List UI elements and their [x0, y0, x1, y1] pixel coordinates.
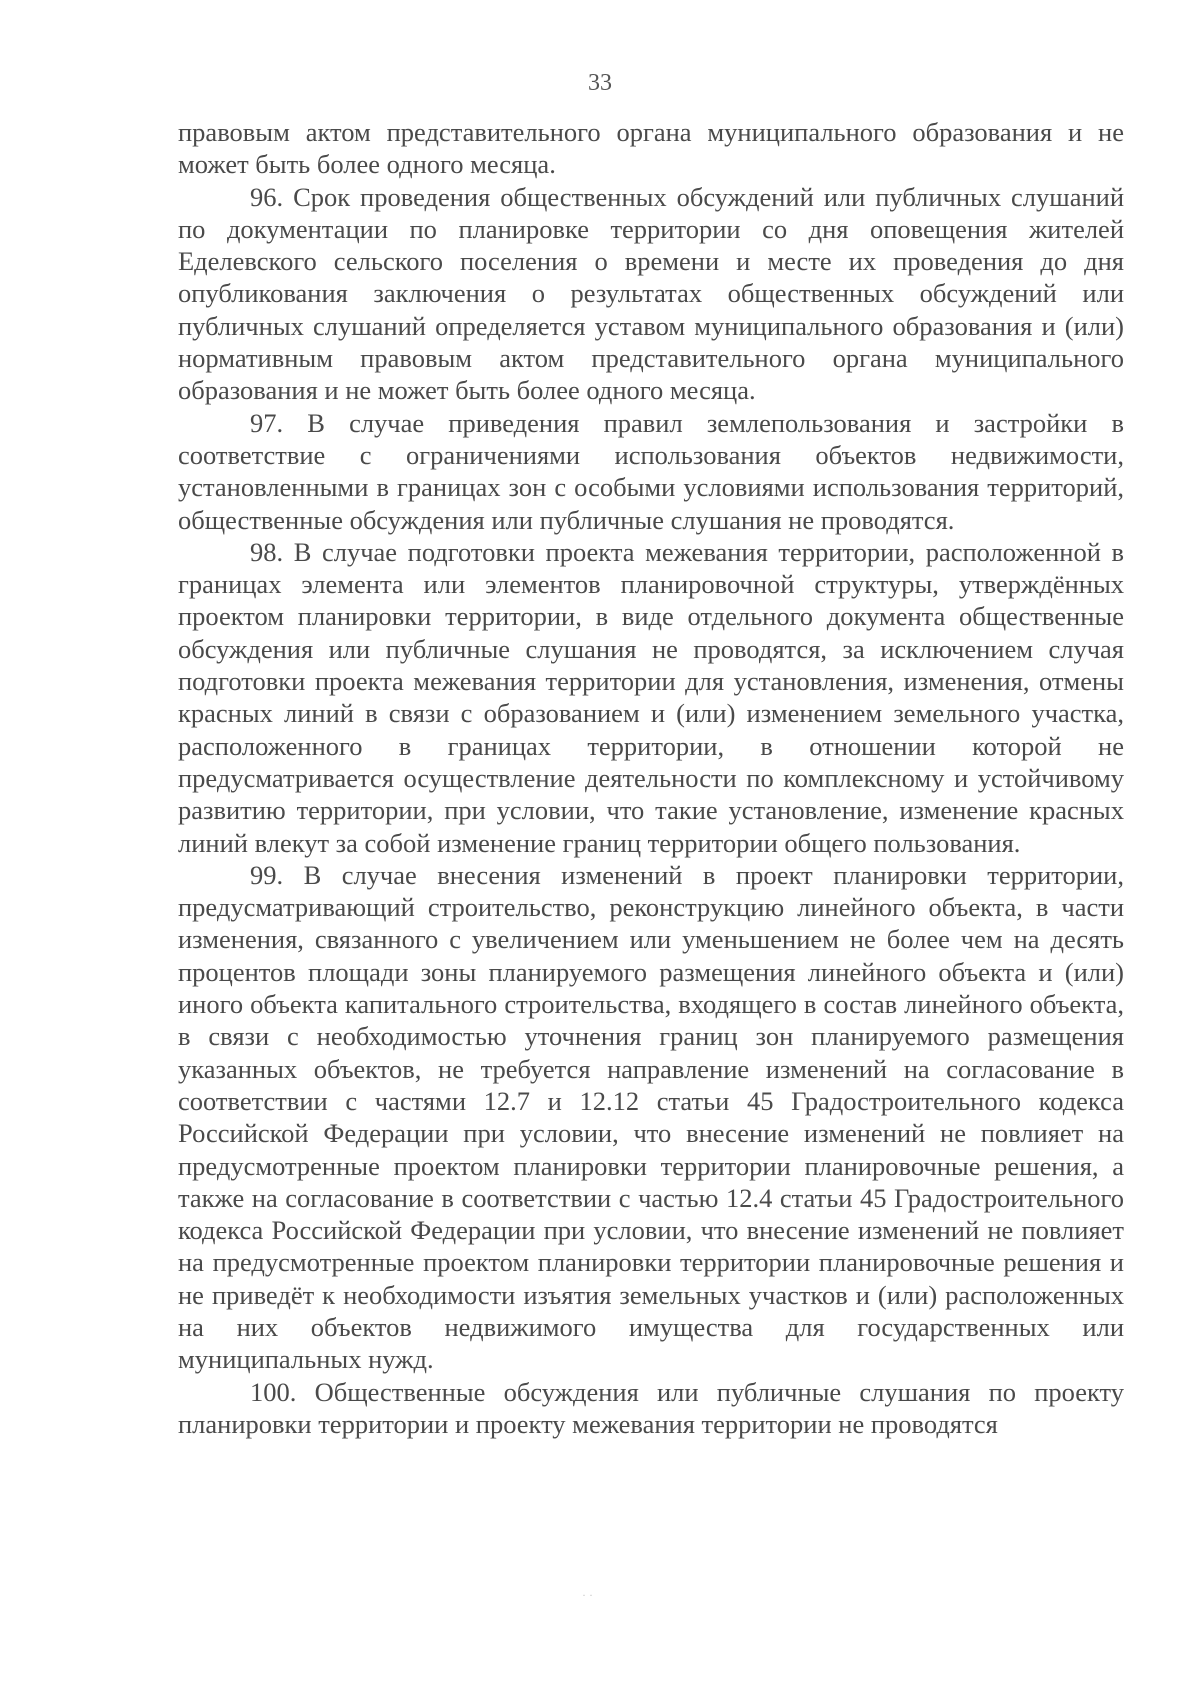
document-body: [178, 116, 1124, 1440]
paragraph-100: 100. Общественные обсуждения или публичные слушания по проекту планировки территории и проекту межевания территории не проводятся: [178, 1376, 1124, 1439]
page-number: 33: [588, 70, 612, 96]
paragraph-97: 97. В случае приведения правил землепользования и застройки в соответствие с ограничениями использования объектов недвижимости, установленными в границах зон с особыми условиями использования территорий, общественные обсуждения или публичные слушания не проводятся.: [178, 407, 1124, 535]
paragraph-continuation: правовым актом представительного органа муниципального образования и не может быть более одного месяца.: [178, 117, 1124, 180]
paragraph-96: 96. Срок проведения общественных обсуждений или публичных слушаний по документации по планировке территории со дня оповещения жителей Еделевского сельского поселения о времени и месте их проведения до дня опубликования заключения о результатах общественных обсуждений или публичных слушаний определяется уставом муниципального образования и (или) нормативным правовым актом представительного органа муниципального образования и не может быть более одного месяца.: [178, 181, 1124, 406]
scan-artifact: · ·: [582, 1588, 593, 1602]
paragraph-98: 98. В случае подготовки проекта межевания территории, расположенной в границах элемента или элементов планировочной структуры, утверждённых проектом планировки территории, в виде отдельного документа общественные обсуждения или публичные слушания не проводятся, за исключением случая подготовки проекта межевания территории для установления, изменения, отмены красных линий в связи с образованием и (или) изменением земельного участка, расположенного в границах территории, в отношении которой не предусматривается осуществление деятельности по комплексному и устойчивому развитию территории, при условии, что такие установление, изменение красных линий влекут за собой изменение границ территории общего пользования.: [178, 536, 1124, 858]
paragraph-99: 99. В случае внесения изменений в проект планировки территории, предусматривающий строительство, реконструкцию линейного объекта, в части изменения, связанного с увеличением или уменьшением не более чем на десять процентов площади зоны планируемого размещения линейного объекта и (или) иного объекта капитального строительства, входящего в состав линейного объекта, в связи с необходимостью уточнения границ зон планируемого размещения указанных объектов, не требуется направление изменений на согласование в соответствии с частями 12.7 и 12.12 статьи 45 Градостроительного кодекса Российской Федерации при условии, что внесение изменений не повлияет на предусмотренные проектом планировки территории планировочные решения, а также на согласование в соответствии с частью 12.4 статьи 45 Градостроительного кодекса Российской Федерации при условии, что внесение изменений не повлияет на предусмотренные проектом планировки территории планировочные решения и не приведёт к необходимости изъятия земельных участков и (или) расположенных на них объектов недвижимого имущества для государственных или муниципальных нужд.: [178, 859, 1124, 1375]
